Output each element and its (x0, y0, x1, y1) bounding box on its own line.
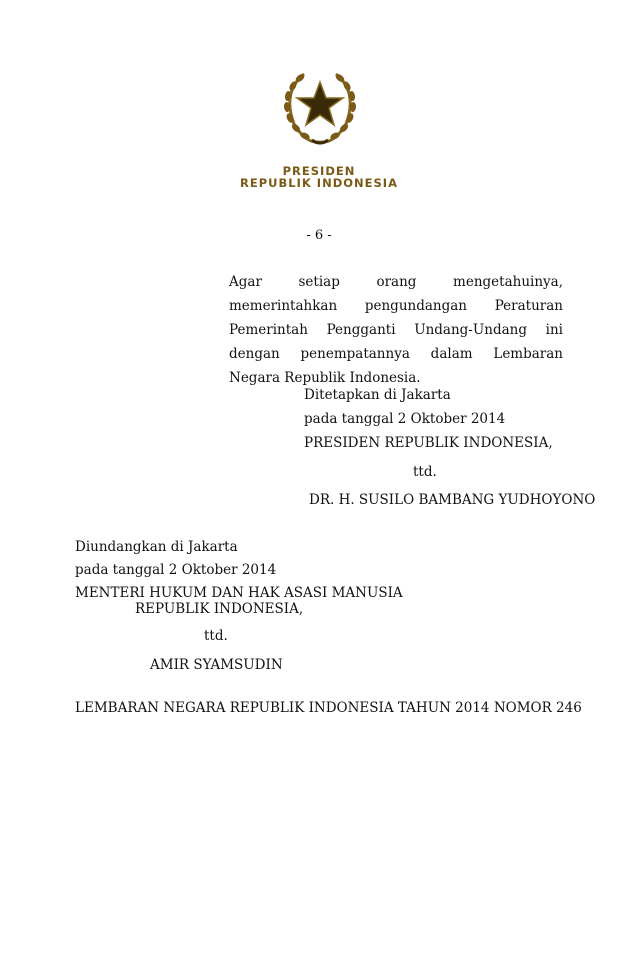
page-number: - 6 - (306, 228, 332, 243)
enactment-place: Ditetapkan di Jakarta (304, 387, 451, 403)
presidential-emblem-icon (274, 62, 366, 148)
enactment-signatory-name: DR. H. SUSILO BAMBANG YUDHOYONO (309, 492, 596, 508)
body-paragraph-text: Agar setiap orang mengetahuinya, memerintahkan pengundangan Peraturan Pemerintah Pengganti Undang-Undang ini dengan penempatannya dalam Lembaran Negara Republik Indonesia. (229, 274, 563, 386)
enactment-signed: ttd. (413, 464, 437, 480)
body-paragraph (229, 270, 563, 390)
header-title-line2: REPUBLIK INDONESIA (240, 176, 398, 190)
enactment-office: PRESIDEN REPUBLIK INDONESIA, (304, 435, 553, 451)
promulgation-signatory-name: AMIR SYAMSUDIN (150, 657, 283, 673)
enactment-date: pada tanggal 2 Oktober 2014 (304, 411, 506, 427)
promulgation-office-line1: MENTERI HUKUM DAN HAK ASASI MANUSIA (75, 585, 403, 601)
promulgation-signed: ttd. (204, 628, 228, 644)
promulgation-place: Diundangkan di Jakarta (75, 539, 238, 555)
promulgation-office-line2: REPUBLIK INDONESIA, (135, 601, 304, 617)
gazette-reference: LEMBARAN NEGARA REPUBLIK INDONESIA TAHUN 2014 NOMOR 246 (75, 700, 582, 716)
header-title-line1: PRESIDEN (282, 164, 356, 178)
promulgation-date: pada tanggal 2 Oktober 2014 (75, 562, 277, 578)
